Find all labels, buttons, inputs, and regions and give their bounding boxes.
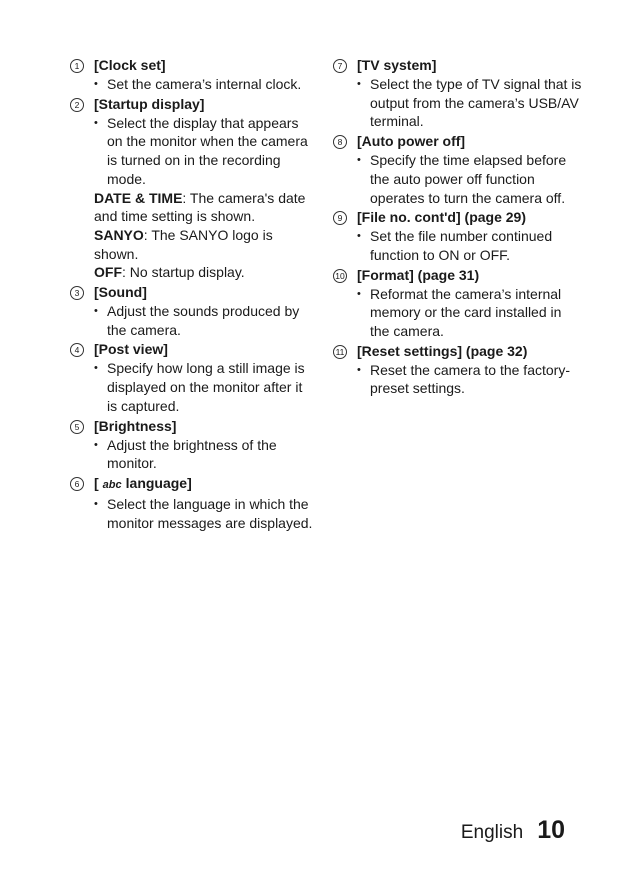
item-number: 9 <box>333 211 347 225</box>
startup-option-date-time <box>94 189 315 226</box>
menu-item-sound <box>70 283 315 339</box>
option-label: SANYO <box>94 226 144 243</box>
left-column <box>70 56 315 533</box>
item-description: • Reset the camera to the factory-preset settings. <box>357 361 583 398</box>
page-number: 10 <box>537 816 565 844</box>
option-text: : The camera's date and time setting is shown. <box>94 189 306 225</box>
menu-item-brightness <box>70 417 315 473</box>
title-open-bracket: [ <box>94 474 99 491</box>
option-text: : The SANYO logo is shown. <box>94 226 273 262</box>
item-title: [Reset settings] (page 32) <box>357 342 528 359</box>
menu-item-format <box>333 266 583 341</box>
item-description: • Adjust the sounds produced by the camera. <box>94 302 315 339</box>
item-number: 6 <box>70 477 84 491</box>
item-number: 4 <box>70 343 84 357</box>
item-description: • Select the type of TV signal that is output from the camera’s USB/AV terminal. <box>357 75 583 131</box>
right-column <box>333 56 583 399</box>
item-number: 2 <box>70 98 84 112</box>
menu-item-startup-display <box>70 95 315 282</box>
item-number: 10 <box>333 269 347 283</box>
startup-option-off <box>94 263 315 282</box>
item-description: • Select the display that appears on the monitor when the camera is turned on in the recording mode. <box>94 114 315 189</box>
option-text: : No startup display. <box>122 264 245 281</box>
item-description: • Specify the time elapsed before the auto power off function operates to turn the camera off. <box>357 151 583 207</box>
item-number: 11 <box>333 345 347 359</box>
item-number: 8 <box>333 135 347 149</box>
item-title: [Post view] <box>94 341 168 358</box>
item-description: • Set the camera’s internal clock. <box>94 75 315 94</box>
item-description: • Specify how long a still image is displayed on the monitor after it is captured. <box>94 359 315 415</box>
footer-language: English <box>460 822 524 843</box>
item-title: [Auto power off] <box>357 133 466 150</box>
item-title: [Brightness] <box>94 417 177 434</box>
title-text: language] <box>125 474 192 491</box>
item-number: 7 <box>333 59 347 73</box>
page-footer <box>461 816 565 845</box>
item-number: 1 <box>70 59 84 73</box>
menu-item-clock-set <box>70 56 315 94</box>
item-title: [Clock set] <box>94 57 166 73</box>
item-number: 3 <box>70 286 84 300</box>
item-number: 5 <box>70 420 84 434</box>
item-title: [File no. cont'd] (page 29) <box>357 209 526 226</box>
menu-item-reset-settings <box>333 342 583 398</box>
item-description: • Set the file number continued function to ON or OFF. <box>357 227 583 264</box>
menu-item-language <box>70 474 315 532</box>
startup-option-sanyo <box>94 226 315 263</box>
item-description: • Adjust the brightness of the monitor. <box>94 436 315 473</box>
item-title: [Startup display] <box>94 95 205 112</box>
option-label: DATE & TIME <box>94 189 183 206</box>
option-label: OFF <box>94 264 122 281</box>
item-title: [Sound] <box>94 284 147 301</box>
menu-item-post-view <box>70 340 315 415</box>
item-title: [TV system] <box>357 57 437 73</box>
menu-item-auto-power-off <box>333 132 583 207</box>
item-description: • Reformat the camera’s internal memory or the card installed in the camera. <box>357 285 583 341</box>
item-description: • Select the language in which the monitor messages are displayed. <box>94 495 315 532</box>
language-icon: abc <box>102 478 122 491</box>
menu-item-file-no-contd <box>333 208 583 264</box>
menu-item-tv-system <box>333 56 583 131</box>
item-title: [Format] (page 31) <box>357 266 480 283</box>
item-title <box>94 474 315 495</box>
